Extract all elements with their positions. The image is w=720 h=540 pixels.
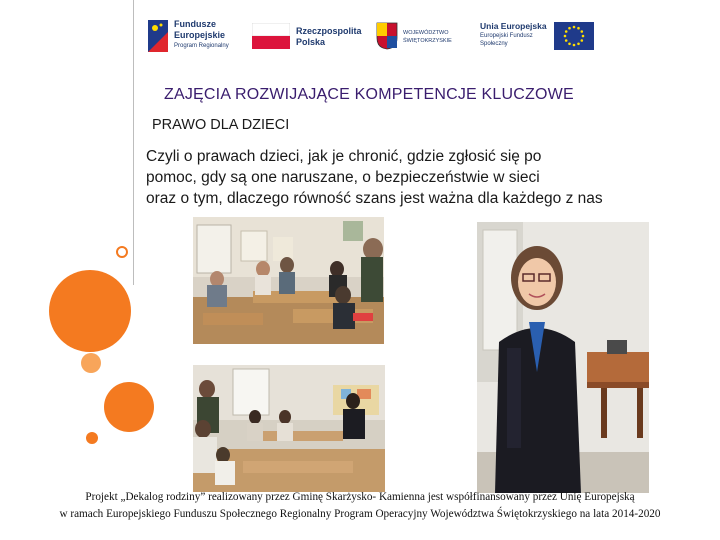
poland-line1: Rzeczpospolita — [296, 26, 362, 36]
funds-emblem-icon — [148, 20, 168, 52]
voivodeship-line1: WOJEWÓDZTWO — [403, 30, 449, 36]
description-line-2: pomoc, gdy są one naruszane, o bezpieczeństwie w sieci — [146, 169, 540, 186]
description-line-3: oraz o tym, dlaczego równość szans jest ważna dla każdego z nas — [146, 190, 603, 207]
classroom-photo-2-image — [193, 365, 385, 492]
page-title: ZAJĘCIA ROZWIJAJĄCE KOMPETENCJE KLUCZOWE — [164, 86, 574, 103]
classroom-photo-1 — [193, 217, 384, 344]
eu-line3: Społeczny — [480, 41, 508, 47]
description-text — [146, 146, 706, 209]
decorative-circle-tiny — [86, 432, 98, 444]
girl-in-robe-photo — [477, 222, 649, 493]
eu-logo — [480, 14, 610, 58]
voivodeship-logo — [376, 14, 466, 58]
page-subtitle: PRAWO DLA DZIECI — [152, 117, 290, 133]
decorative-circle-ring — [116, 246, 128, 258]
eu-flag-icon — [554, 22, 594, 50]
logo-bar — [140, 14, 610, 58]
funds-line3: Program Regionalny — [174, 43, 229, 49]
funds-line2: Europejskie — [174, 30, 226, 40]
poland-logo — [252, 14, 364, 58]
decorative-circle-small — [81, 353, 101, 373]
footer-line-2: w ramach Europejskiego Funduszu Społecznego Regionalny Program Operacyjny Województwa Świętokrzyskiego na lata 2014-2020 — [59, 508, 661, 520]
funds-logo — [148, 14, 248, 58]
poland-flag-icon — [252, 23, 290, 49]
voivodeship-line2: ŚWIĘTOKRZYSKIE — [403, 38, 452, 44]
description-line-1: Czyli o prawach dzieci, jak je chronić, gdzie zgłosić się po — [146, 148, 542, 165]
decorative-circle-medium — [104, 382, 154, 432]
voivodeship-crest-icon — [376, 22, 398, 50]
funds-line1: Fundusze — [174, 19, 216, 29]
decorative-vertical-line — [133, 0, 134, 285]
eu-line1: Unia Europejska — [480, 21, 547, 31]
poland-line2: Polska — [296, 37, 326, 47]
girl-in-robe-photo-image — [477, 222, 649, 493]
decorative-circle-large — [49, 270, 131, 352]
classroom-photo-2 — [193, 365, 385, 492]
footer-line-1: Projekt „Dekalog rodziny” realizowany przez Gminę Skarżysko- Kamienna jest współfinansowany przez Unię Europejską — [85, 491, 635, 503]
classroom-photo-1-image — [193, 217, 384, 344]
eu-line2: Europejski Fundusz — [480, 33, 533, 39]
